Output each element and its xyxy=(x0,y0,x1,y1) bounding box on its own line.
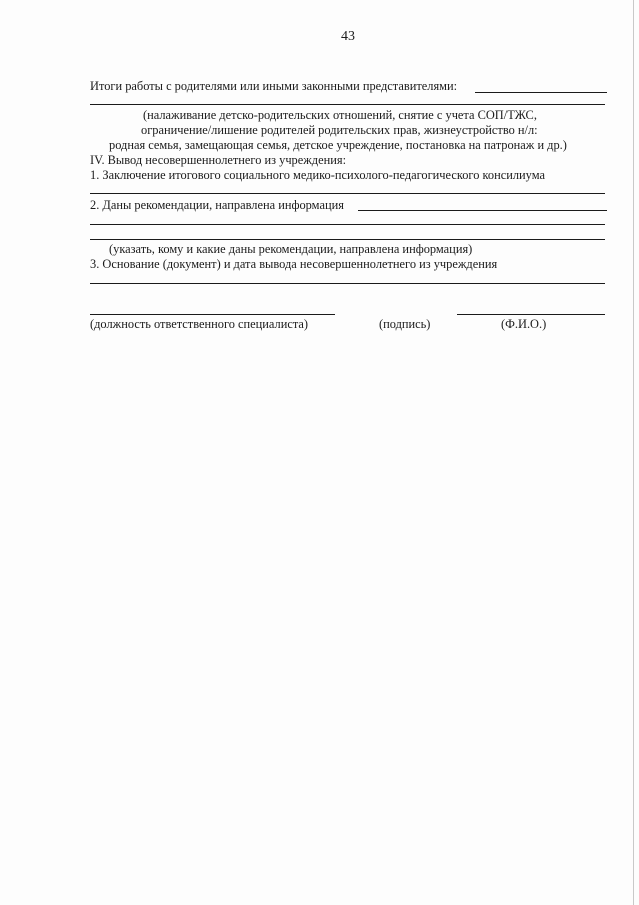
parents-results-line xyxy=(90,104,605,105)
parents-results-heading: Итоги работы с родителями или иными законными представителями: xyxy=(90,79,458,93)
recommendations-label: 2. Даны рекомендации, направлена информация xyxy=(90,198,344,212)
discharge-basis-line xyxy=(90,283,605,284)
parents-results-fill-line xyxy=(475,92,607,93)
page-number: 43 xyxy=(341,29,355,44)
consilium-conclusion-line xyxy=(90,193,605,194)
position-label: (должность ответственного специалиста) xyxy=(90,317,309,331)
page-edge xyxy=(633,0,634,905)
recommendations-hint: (указать, кому и какие даны рекомендации, направлена информация) xyxy=(109,242,473,256)
parents-hint-line-3: родная семья, замещающая семья, детское учреждение, постановка на патронаж и др.) xyxy=(109,138,567,152)
parents-hint-line-1: (налаживание детско-родительских отношений, снятие с учета СОП/ТЖС, xyxy=(143,108,537,122)
consilium-conclusion-label: 1. Заключение итогового социального медико-психолого-педагогического консилиума xyxy=(90,168,545,182)
discharge-basis-label: 3. Основание (документ) и дата вывода несовершеннолетнего из учреждения xyxy=(90,257,498,271)
recommendations-fill-line xyxy=(358,210,607,211)
full-name-label: (Ф.И.О.) xyxy=(501,317,547,331)
name-signature-line xyxy=(457,314,605,315)
position-signature-line xyxy=(90,314,335,315)
signature-label: (подпись) xyxy=(379,317,431,331)
recommendations-line-3 xyxy=(90,239,605,240)
recommendations-line-2 xyxy=(90,224,605,225)
section-iv-heading: IV. Вывод несовершеннолетнего из учреждения: xyxy=(90,153,347,167)
parents-hint-line-2: ограничение/лишение родителей родительских прав, жизнеустройство н/л: xyxy=(141,123,538,137)
